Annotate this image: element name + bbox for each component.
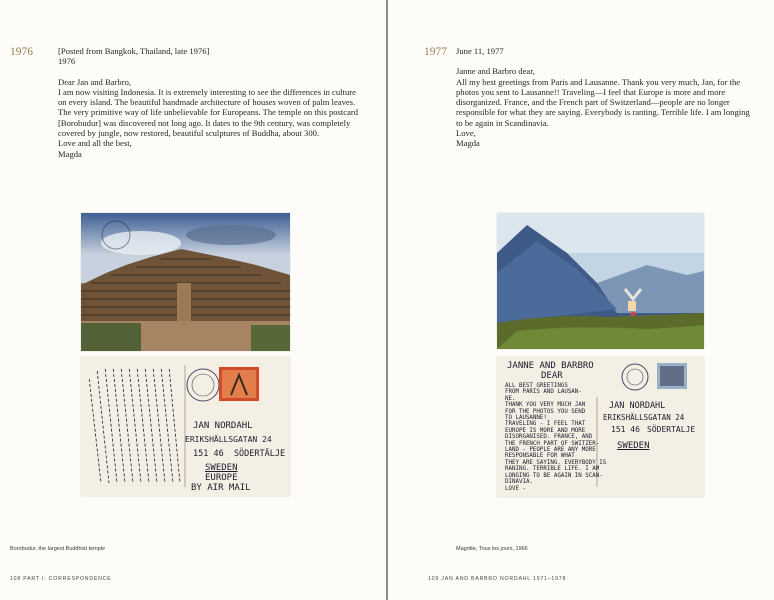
message-line: THE FRENCH PART OF SWITZER- [505, 440, 600, 447]
postcard-message [505, 383, 607, 492]
letter-entry [456, 46, 774, 149]
message-line: LAND - PEOPLE ARE ANY MORE [505, 447, 596, 454]
air-mail-label: BY AIR MAIL [191, 483, 251, 493]
page-folio: 108 PART I: CORRESPONDENCE [10, 576, 112, 582]
letter-text: Janne and Barbro dear, All my best greetings from Paris and Lausanne. Thank you very much, Jan, for the photos you sent to Lausanne!! Traveling—I feel that Europe is more and more disorganized. France, and the French part of Switzerland—people are no longer responsible for what they are saying. Everybody is ranting. Terrible life. I am longing to be again in Scandinavia. Love, Magda [456, 66, 750, 149]
postcard-back-left [81, 357, 290, 496]
message-line: RESPONSABLE FOR WHAT [505, 453, 575, 460]
entry-date: June 11, 1977 [456, 46, 504, 56]
year-label: 1977 [424, 46, 447, 58]
message-line: DISORGANISED. FRANCE, AND [505, 434, 593, 441]
message-line: ALL BEST GREETINGS [505, 383, 568, 389]
message-line: EUROPE IS MORE AND MORE [505, 427, 586, 434]
postcard-greeting: JANNE AND BARBRO [507, 361, 594, 371]
address-city: 151 46 SÖDERTÄLJE [193, 449, 286, 459]
message-line: FOR THE PHOTOS YOU SEND [505, 408, 586, 415]
entry-header: [Posted from Bangkok, Thailand, late 1976] [58, 46, 210, 56]
address-city: SÖDERTALJE [647, 425, 696, 434]
address-continent: EUROPE [205, 473, 238, 483]
address-postcode: 151 46 [611, 425, 640, 434]
message-line: NE. [505, 395, 516, 402]
address-country: SWEDEN [617, 441, 650, 451]
page-folio: 109 JAN AND BARBRO NORDAHL 1971–1978 [428, 576, 567, 582]
message-line: THANK YOU VERY MUCH JAN [505, 402, 586, 409]
address-street: ERIKSHÄLLSGATAN 24 [603, 413, 685, 422]
entry-date: 1976 [58, 56, 76, 67]
message-line: DINAVIA. [505, 479, 533, 486]
message-line: THEY ARE SAYING. EVERYBODY IS [505, 459, 607, 466]
message-line: TO LAUSANNE! [505, 415, 547, 422]
borobudur-postcard-image [81, 213, 290, 351]
message-line: TRAVELING - I FEEL THAT [505, 421, 586, 428]
message-line: LONGING TO BE AGAIN IN SCAN- [505, 472, 603, 479]
image-caption: Magritte, Tous les jours, 1966 [456, 546, 528, 552]
message-line: FROM PARIS AND LAUSAN- [505, 389, 582, 396]
left-page [0, 0, 386, 600]
address-name: JAN NORDAHL [609, 401, 666, 411]
letter-entry [58, 46, 378, 159]
message-line: LOVE - [505, 485, 526, 492]
postcard-back-right [497, 357, 704, 497]
address-country: SWEDEN [205, 463, 238, 473]
postcard-greeting-dear: DEAR [541, 371, 563, 381]
year-label: 1976 [10, 46, 33, 58]
message-line: RANING. TERRIBLE LIFE. I AM [505, 466, 600, 473]
address-street: ERIKSHÄLLSGATAN 24 [185, 435, 272, 444]
address-name: JAN NORDAHL [193, 421, 253, 431]
image-caption: Borobudur, the largest Buddhist temple [10, 546, 106, 552]
letter-text: Dear Jan and Barbro, I am now visiting Indonesia. It is extremely interesting to see the differences in culture on every island. The beautiful handmade architecture of houses woven of palm leaves. The very primitive way of life unbelievable for Europeans. The temple on this postcard [Borobudur] was discovered not long ago. It dates to the 9th century, was completely covered by jungle, now restored, beautiful sculptures of Buddha, about 300. Love and all the best, Magda [58, 76, 359, 159]
magritte-postcard-image [497, 213, 704, 349]
